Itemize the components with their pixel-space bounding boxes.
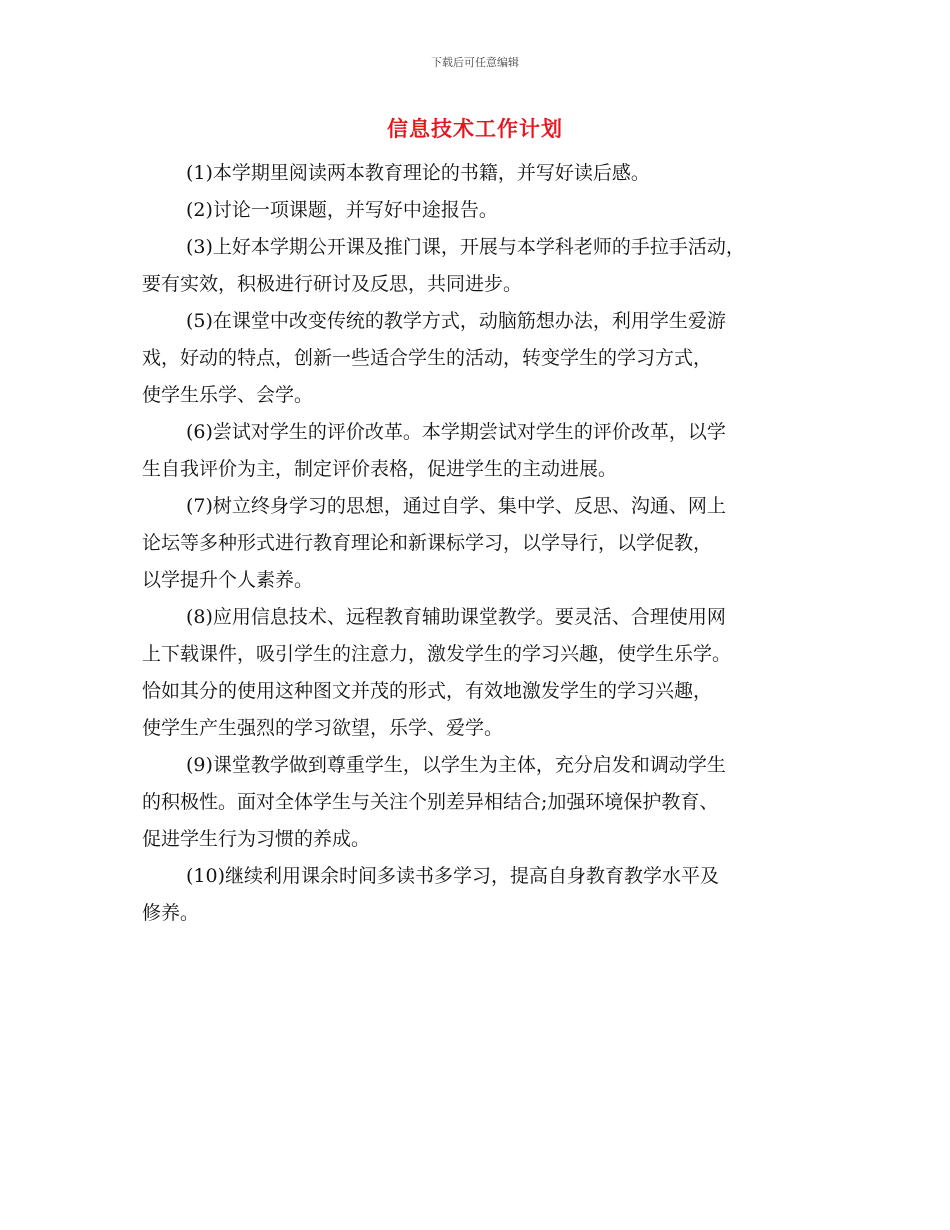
paragraph-line: 戏，好动的特点，创新一些适合学生的活动，转变学生的学习方式，	[142, 347, 713, 369]
paragraph-line: (7)树立终身学习的思想，通过自学、集中学、反思、沟通、网上	[186, 495, 726, 517]
paragraph-line: 促进学生行为习惯的养成。	[142, 828, 371, 850]
header-note: 下载后可任意编辑	[431, 56, 519, 69]
paragraph-7	[142, 488, 822, 599]
paragraph-line: 以学提升个人素养。	[142, 569, 314, 591]
paragraph-line: (8)应用信息技术、远程教育辅助课堂教学。要灵活、合理使用网	[186, 606, 726, 628]
document-body	[142, 155, 822, 932]
paragraph-line: (2)讨论一项课题，并写好中途报告。	[186, 199, 498, 221]
paragraph-10	[142, 858, 822, 932]
paragraph-line: 上下载课件，吸引学生的注意力，激发学生的学习兴趣，使学生乐学。	[142, 643, 732, 665]
paragraph-9	[142, 747, 822, 858]
paragraph-2	[142, 192, 822, 229]
paragraph-line: (10)继续利用课余时间多读书多学习，提高自身教育教学水平及	[186, 865, 720, 887]
paragraph-line: 使学生乐学、会学。	[142, 384, 314, 406]
paragraph-line: 要有实效，积极进行研讨及反思，共同进步。	[142, 273, 523, 295]
paragraph-line: (1)本学期里阅读两本教育理论的书籍，并写好读后感。	[186, 162, 650, 184]
paragraph-5	[142, 303, 822, 414]
page-title: 信息技术工作计划	[387, 117, 563, 141]
paragraph-line: 论坛等多种形式进行教育理论和新课标学习，以学导行，以学促教，	[142, 532, 713, 554]
paragraph-line: 的积极性。面对全体学生与关注个别差异相结合;加强环境保护教育、	[142, 791, 719, 813]
paragraph-8	[142, 599, 822, 747]
paragraph-line: (3)上好本学期公开课及推门课，开展与本学科老师的手拉手活动，	[186, 236, 745, 258]
paragraph-line: (9)课堂教学做到尊重学生，以学生为主体，充分启发和调动学生	[186, 754, 726, 776]
paragraph-3	[142, 229, 822, 303]
paragraph-line: 使学生产生强烈的学习欲望，乐学、爱学。	[142, 717, 504, 739]
paragraph-line: 恰如其分的使用这种图文并茂的形式，有效地激发学生的学习兴趣，	[142, 680, 713, 702]
paragraph-line: 生自我评价为主，制定评价表格，促进学生的主动进展。	[142, 458, 618, 480]
paragraph-line: (5)在课堂中改变传统的教学方式，动脑筋想办法，利用学生爱游	[186, 310, 726, 332]
paragraph-1	[142, 155, 822, 192]
paragraph-6	[142, 414, 822, 488]
paragraph-line: 修养。	[142, 902, 200, 924]
paragraph-line: (6)尝试对学生的评价改革。本学期尝试对学生的评价改革，以学	[186, 421, 726, 443]
